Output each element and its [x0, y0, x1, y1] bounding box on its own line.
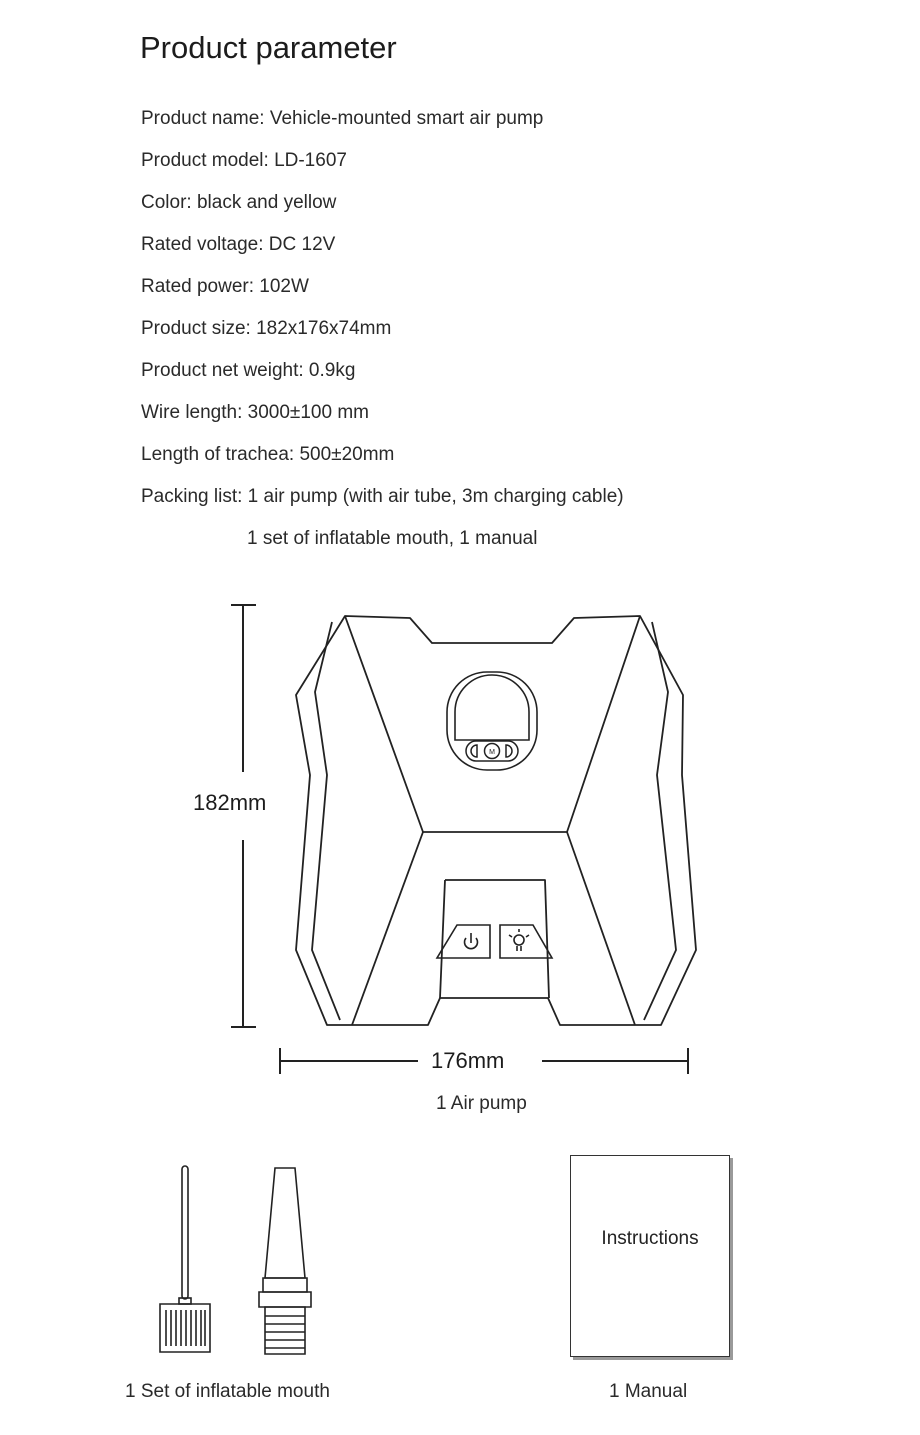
spec-rated-voltage: Rated voltage: DC 12V [141, 234, 336, 255]
nozzle-caption: 1 Set of inflatable mouth [125, 1381, 330, 1402]
width-dimension-label: 176mm [431, 1048, 505, 1073]
spec-product-size: Product size: 182x176x74mm [141, 318, 392, 339]
display-mode-letter: M [489, 749, 495, 756]
height-dimension-line [231, 605, 256, 1027]
cone-nozzle-icon [259, 1168, 311, 1354]
manual-caption: 1 Manual [609, 1381, 688, 1402]
spec-packing-list-continued: 1 set of inflatable mouth, 1 manual [247, 528, 538, 549]
spec-trachea-length: Length of trachea: 500±20mm [141, 444, 395, 465]
air-pump-outline [296, 616, 696, 1025]
spec-product-name: Product name: Vehicle-mounted smart air pump [141, 108, 544, 129]
spec-product-model: Product model: LD-1607 [141, 150, 347, 171]
spec-wire-length: Wire length: 3000±100 mm [141, 402, 369, 423]
air-pump-caption: 1 Air pump [436, 1093, 527, 1114]
spec-color: Color: black and yellow [141, 192, 337, 213]
needle-nozzle-icon [160, 1166, 210, 1352]
page-title: Product parameter [140, 30, 397, 65]
spec-net-weight: Product net weight: 0.9kg [141, 360, 356, 381]
spec-rated-power: Rated power: 102W [141, 276, 309, 297]
power-button [437, 925, 490, 958]
manual-cover-title: Instructions [601, 1228, 699, 1249]
manual-booklet [570, 1155, 730, 1357]
light-button [500, 925, 552, 958]
height-dimension-label: 182mm [193, 790, 267, 815]
spec-packing-list: Packing list: 1 air pump (with air tube, 3m charging cable) [141, 486, 624, 507]
